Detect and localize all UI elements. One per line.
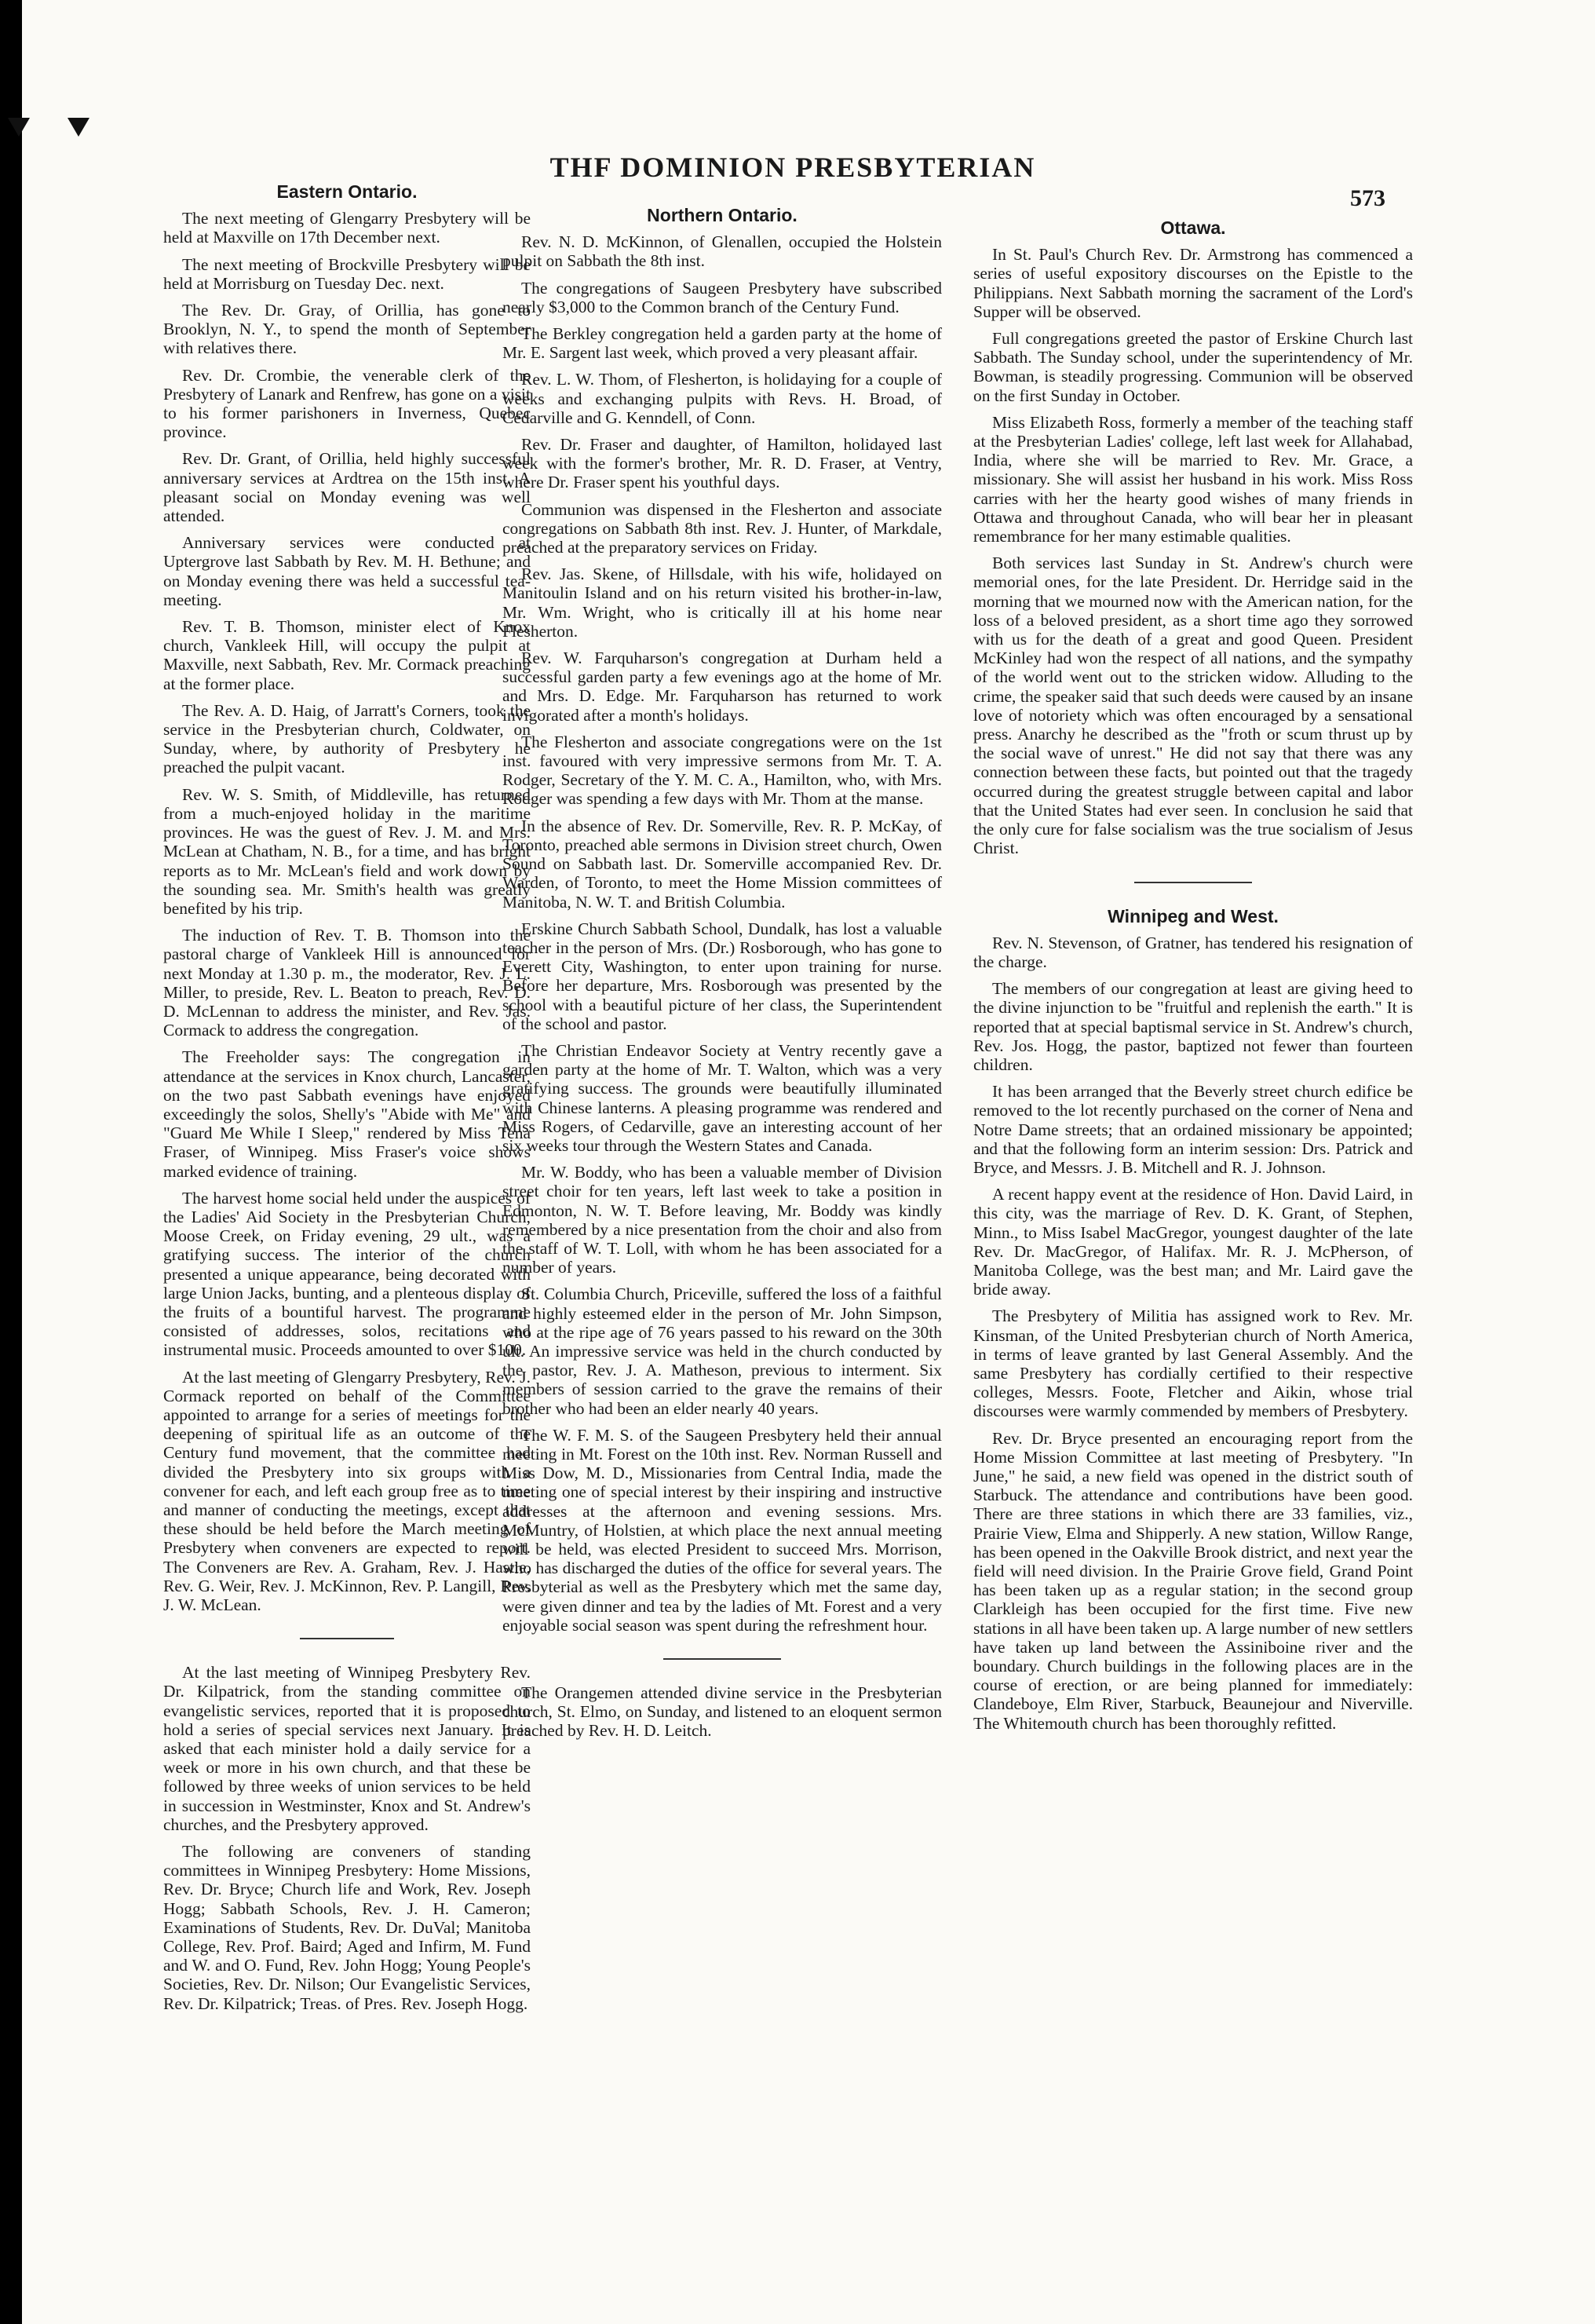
section-divider xyxy=(1134,882,1252,883)
section-heading-eastern: Eastern Ontario. xyxy=(276,181,418,202)
section-divider xyxy=(300,1638,394,1639)
paragraph: Rev. N. D. McKinnon, of Glenallen, occupied the Holstein pulpit on Sabbath the 8th inst. xyxy=(502,232,942,271)
paragraph: Both services last Sunday in St. Andrew's church were memorial ones, for the late President. Dr. Herridge said in the morning that we mourned now with the American nation, for the loss of a beloved president, as a short time ago they sorrowed with us for the death of a great and good Queen. President McKinley had won the respect of all nations, and the sympathy of the world went out to the stricken widow. Alluding to the crime, the speaker said that such deeds were caused by an insane love of notoriety which was often encouraged by a sensational press. Anarchy he described as the "froth or scum thrust up by the social wave of unrest." He did not say that there was any connection between these facts, but pointed out that the tragedy occurred during the greatest struggle between capital and labor that the United States had ever seen. In conclusion he said that the only cure for false socialism was the true socialism of Jesus Christ. xyxy=(973,554,1413,858)
paragraph: At the last meeting of Glengarry Presbytery, Rev. J. Cormack reported on behalf of the Committee appointed to arrange for a series of meetings for the deepening of spiritual life as an outcome of the Century fund movement, that the committee had divided the Presbytery into six groups with a convener for each, and left each group free as to time and manner of conducting the meetings, except that these should be held before the March meeting of Presbytery when conveners are expected to report. The Conveners are Rev. A. Graham, Rev. J. Hastie, Rev. G. Weir, Rev. J. McKinnon, Rev. P. Langill, Rev. J. W. McLean. xyxy=(163,1367,531,1615)
paragraph: The next meeting of Glengarry Presbytery will be held at Maxville on 17th December next. xyxy=(163,209,531,247)
paragraph: Rev. W. S. Smith, of Middleville, has returned from a much-enjoyed holiday in the maritime provinces. He was the guest of Rev. J. M. and Mrs. McLean at Chatham, N. B., for a time, and has bright reports as to Mr. McLean's field and work down by the sounding sea. Mr. Smith's health was greatly benefited by his trip. xyxy=(163,784,531,918)
paragraph: Full congregations greeted the pastor of Erskine Church last Sabbath. The Sunday school, under the superintendency of Mr. Bowman, is steadily progressing. Communion will be observed on the first Sunday in October. xyxy=(973,329,1413,405)
paragraph: The Freeholder says: The congregation in attendance at the services in Knox church, Lancaster, on the two past Sabbath evenings have enjoyed exceedingly the solos, Shelly's "Abide with Me" and "Guard Me While I Sleep," rendered by Miss Tena Fraser, of Winnipeg. Miss Fraser's voice shows marked evidence of training. xyxy=(163,1047,531,1181)
paragraph: St. Columbia Church, Priceville, suffered the loss of a faithful and highly esteemed elder in the person of Mr. John Simpson, who at the ripe age of 76 years passed to his reward on the 30th ult. An impressive service was held in the church conducted by the pastor, Rev. J. A. Matheson, previous to interment. Six members of session carried to the grave the remains of their brother who had been an elder nearly 40 years. xyxy=(502,1284,942,1418)
scan-arrow-icon xyxy=(68,118,89,137)
paragraph: The Flesherton and associate congregations were on the 1st inst. favoured with very impressive sermons from Mr. T. A. Rodger, Secretary of the Y. M. C. A., Hamilton, who, with Mrs. Rodger was spending a few days with Mr. Thom at the manse. xyxy=(502,732,942,809)
paragraph: The Rev. A. D. Haig, of Jarratt's Corners, took the service in the Presbyterian church, Coldwater, on Sunday, where, by authority of Presbytery he preached the pulpit vacant. xyxy=(163,700,531,777)
paragraph: The W. F. M. S. of the Saugeen Presbytery held their annual meeting in Mt. Forest on the 10th inst. Rev. Norman Russell and Miss Dow, M. D., Missionaries from Central India, made the meeting one of special interest by their inspiring and instructive addresses at the afternoon and evening sessions. Mrs. McMuntry, of Holstien, at which place the next annual meeting will be held, was elected President to succeed Mrs. Morrison, who has discharged the duties of the office for several years. The Presbyterial as well as the Presbytery which met the same day, were given dinner and tea by the ladies of Mt. Forest and a very enjoyable social season was spent during the refreshment hour. xyxy=(502,1425,942,1635)
masthead-title: THF DOMINION PRESBYTERIAN xyxy=(549,152,1036,183)
paragraph: At the last meeting of Winnipeg Presbytery Rev. Dr. Kilpatrick, from the standing committee on evangelistic services, reported that it is proposed to hold a series of special services next January. It is asked that each minister hold a daily service for a week or more in his own church, and that these be followed by three weeks of union services to be held in succession in Westminster, Knox and St. Andrew's churches, and the Presbytery approved. xyxy=(163,1663,531,1834)
paragraph: Rev. Jas. Skene, of Hillsdale, with his wife, holidayed on Manitoulin Island and on his return visited his brother-in-law, Mr. Wm. Wright, who is critically ill at his home near Flesherton. xyxy=(502,565,942,641)
paragraph: Rev. Dr. Grant, of Orillia, held highly successful anniversary services at Ardtrea on the 15th inst. A pleasant social on Monday evening was well attended. xyxy=(163,449,531,526)
paragraph: Communion was dispensed in the Flesherton and associate congregations on Sabbath 8th inst. Rev. J. Hunter, of Markdale, preached at the preparatory services on Friday. xyxy=(502,499,942,557)
paragraph: Anniversary services were conducted at Uptergrove last Sabbath by Rev. M. H. Bethune; and on Monday evening there was held a successful tea-meeting. xyxy=(163,533,531,609)
scan-border xyxy=(0,0,22,2324)
paragraph: The Rev. Dr. Gray, of Orillia, has gone to Brooklyn, N. Y., to spend the month of September with relatives there. xyxy=(163,301,531,358)
paragraph: Miss Elizabeth Ross, formerly a member of the teaching staff at the Presbyterian Ladies' college, left last week for Allahabad, India, where she will be married to Rev. Mr. Grace, a missionary. She will assist her husband in his work. Miss Ross carries with her the hearty good wishes of many friends in Ottawa and throughout Canada, who will bear her in pleasant remembrance for her many estimable qualities. xyxy=(973,412,1413,546)
paragraph: A recent happy event at the residence of Hon. David Laird, in this city, was the marriage of Rev. D. K. Grant, of Stephen, Minn., to Miss Isabel MacGregor, youngest daughter of the late Rev. Dr. MacGregor, of Halifax. Mr. R. J. McPherson, of Manitoba College, was the best man; and Mr. Laird gave the bride away. xyxy=(973,1185,1413,1299)
column-ottawa-winnipeg xyxy=(973,218,1413,1741)
section-divider xyxy=(663,1658,781,1660)
paragraph: The harvest home social held under the auspices of the Ladies' Aid Society in the Presbyterian Church, Moose Creek, on Friday evening, 29 ult., was a gratifying success. The interior of the church presented a unique appearance, being decorated with large Union Jacks, bunting, and a plenteous display of the fruits of a bountiful harvest. The programme consisted of addresses, solos, recitations and instrumental music. Proceeds amounted to over $100. xyxy=(163,1188,531,1360)
paragraph: The next meeting of Brockville Presbytery will be held at Morrisburg on Tuesday Dec. next. xyxy=(163,254,531,293)
paragraph: In St. Paul's Church Rev. Dr. Armstrong has commenced a series of useful expository discourses on the Epistle to the Philippians. Next Sabbath morning the sacrament of the Lord's Supper will be observed. xyxy=(973,245,1413,321)
section-heading-northern: Northern Ontario. xyxy=(647,205,798,225)
paragraph: Erskine Church Sabbath School, Dundalk, has lost a valuable teacher in the person of Mrs. (Dr.) Rosborough, who has gone to Everett City, Washington, to enter upon training for nurse. Before her departure, Mrs. Rosborough was presented by the school with a beautiful picture of her class, the Superintendent of the school and pastor. xyxy=(502,919,942,1033)
paragraph: The induction of Rev. T. B. Thomson into the pastoral charge of Vankleek Hill is announced for next Monday at 1.30 p. m., the moderator, Rev. J. L. Miller, to preside, Rev. L. Beaton to preach, Rev. D. D. McLennan to address the minister, and Rev. Jas. Cormack to address the congregation. xyxy=(163,926,531,1040)
paragraph: Rev. L. W. Thom, of Flesherton, is holidaying for a couple of weeks and exchanging pulpits with Revs. H. Broad, of Cedarville and G. Kenndell, of Conn. xyxy=(502,370,942,427)
page-number: 573 xyxy=(1350,185,1385,211)
paragraph: Rev. Dr. Bryce presented an encouraging report from the Home Mission Committee at last meeting of Presbytery. "In June," he said, a new field was opened in the district south of Starbuck. The attendance and contributions have been good. There are three stations in which there are 33 families, viz., Prairie View, Elma and Shipperly. A new station, Willow Range, has been opened in the Oakville Brook district, and next year the field will need division. In the Prairie Grove field, Grand Point has been taken up as a regular station; in the second group Clarkleigh has been occupied for the first time. Five new stations in all have been taken up. A large number of new settlers have taken up land between the Assiniboine river and the boundary. Church buildings in the following places are in the course of erection, or are being planned for immediately: Clandeboye, Elm River, Starbuck, Beaunejour and Niverville. The Whitemouth church has been thoroughly refitted. xyxy=(973,1428,1413,1733)
paragraph: The Presbytery of Militia has assigned work to Rev. Mr. Kinsman, of the United Presbyterian church of North America, in terms of leave granted by last General Assembly. And the same Presbytery has cordially certified to their respective colleges, Messrs. Foote, Fletcher and Aikin, whose trial discourses were warmly commended by members of Presbytery. xyxy=(973,1306,1413,1421)
paragraph: The Orangemen attended divine service in the Presbyterian church, St. Elmo, on Sunday, and listened to an eloquent sermon preached by Rev. H. D. Leitch. xyxy=(502,1683,942,1741)
paragraph: The Christian Endeavor Society at Ventry recently gave a garden party at the home of Mr. T. Walton, which was a very gratifying success. The grounds were beautifully illuminated with Chinese lanterns. A pleasing programme was rendered and Miss Rogers, of Cedarville, gave an interesting account of her six weeks tour through the Western States and Canada. xyxy=(502,1040,942,1155)
paragraph: Rev. Dr. Fraser and daughter, of Hamilton, holidayed last week with the former's brother, Mr. R. D. Fraser, at Ventry, where Dr. Fraser spent his youthful days. xyxy=(502,435,942,492)
paragraph: It has been arranged that the Beverly street church edifice be removed to the lot recently purchased on the corner of Nena and Notre Dame streets; that an ordained missionary be appointed; and that the following form an interim session: Drs. Patrick and Bryce, and Messrs. J. B. Mitchell and R. J. Johnson. xyxy=(973,1082,1413,1177)
paragraph: Rev. W. Farquharson's congregation at Durham held a successful garden party a few evenings ago at the home of Mr. and Mrs. D. Edge. Mr. Farquharson has returned to work invigorated after a month's holidays. xyxy=(502,649,942,725)
paragraph: The following are conveners of standing committees in Winnipeg Presbytery: Home Missions, Rev. Dr. Bryce; Church life and Work, Rev. Joseph Hogg; Sabbath Schools, Rev. J. H. Cameron; Examinations of Students, Rev. Dr. DuVal; Manitoba College, Rev. Prof. Baird; Aged and Infirm, M. Fund and W. and O. Fund, Rev. John Hogg; Young People's Societies, Rev. Dr. Nilson; Our Evangelistic Services, Rev. Dr. Kilpatrick; Treas. of Pres. Rev. Joseph Hogg. xyxy=(163,1842,531,2013)
paragraph: The congregations of Saugeen Presbytery have subscribed nearly $3,000 to the Common branch of the Century Fund. xyxy=(502,278,942,316)
paragraph: In the absence of Rev. Dr. Somerville, Rev. R. P. McKay, of Toronto, preached able sermons in Division street church, Owen Sound on Sabbath last. Dr. Somerville accompanied Rev. Dr. Warden, of Toronto, to meet the Home Mission committees of Manitoba, N. W. T. and British Columbia. xyxy=(502,816,942,912)
paragraph: Rev. N. Stevenson, of Gratner, has tendered his resignation of the charge. xyxy=(973,933,1413,971)
paragraph: Rev. Dr. Crombie, the venerable clerk of the Presbytery of Lanark and Renfrew, has gone on a visit to his former parishoners in Inverness, Quebec province. xyxy=(163,365,531,442)
paragraph: Mr. W. Boddy, who has been a valuable member of Division street choir for ten years, left last week to take a position in Edmonton, N. W. T. Before leaving, Mr. Boddy was kindly remembered by a nice presentation from the choir and also from the staff of W. T. Loll, with whom he has been associated for a number of years. xyxy=(502,1163,942,1277)
paragraph: Rev. T. B. Thomson, minister elect of Knox church, Vankleek Hill, will occupy the pulpit at Maxville, next Sabbath, Rev. Mr. Cormack preaching at the former place. xyxy=(163,617,531,693)
section-heading-winnipeg: Winnipeg and West. xyxy=(1108,905,1279,926)
paragraph: The members of our congregation at least are giving heed to the divine injunction to be "fruitful and replenish the earth." It is reported that at special baptismal service in St. Andrew's church, Rev. Jos. Hogg, the pastor, baptized not fewer than fourteen children. xyxy=(973,979,1413,1074)
column-northern-ontario xyxy=(502,206,942,1748)
section-heading-ottawa: Ottawa. xyxy=(1160,217,1226,238)
column-eastern-ontario xyxy=(163,182,531,2021)
paragraph: The Berkley congregation held a garden party at the home of Mr. E. Sargent last week, which proved a very pleasant affair. xyxy=(502,324,942,363)
scan-arrow-icon xyxy=(8,118,30,137)
